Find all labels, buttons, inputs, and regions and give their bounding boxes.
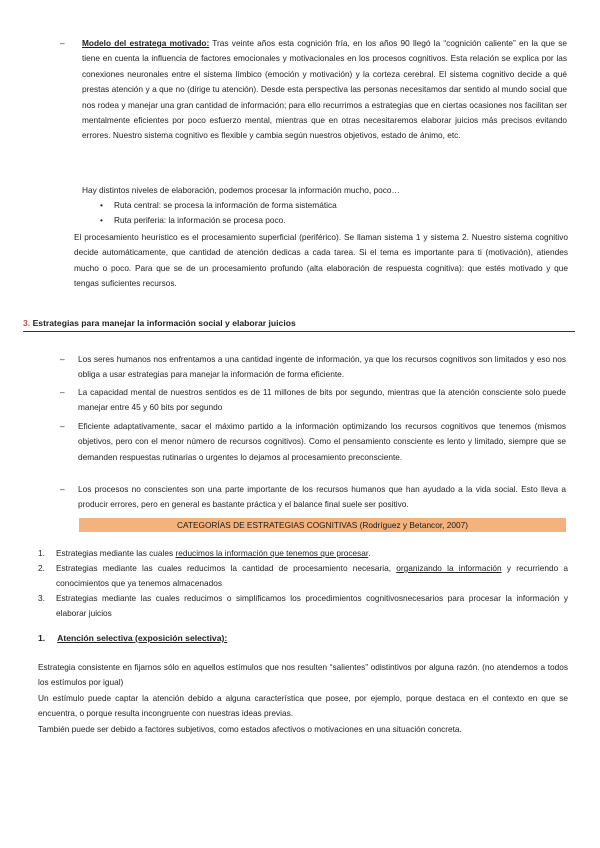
paragraph: Estrategia consistente en fijarnos sólo en aquellos estímulos que nos resulten “salientes” odistintivos por alguna razón. (no atendemos a todos los estímulos por igual)	[38, 662, 568, 688]
item-text: Estrategias mediante las cuales reducimos o simplificamos los procedimientos cognitivosnecesarios para procesar la información y elaborar juicios	[56, 593, 568, 619]
item-number: 1.	[38, 548, 45, 558]
list-dash: –	[60, 38, 65, 48]
subsection-title: Atención selectiva (exposición selectiva):	[57, 633, 228, 643]
paragraph: También puede ser debido a factores subjetivos, como estados afectivos o motivaciones en una situación concreta.	[38, 723, 462, 734]
list-item: Los seres humanos nos enfrentamos a una cantidad ingente de información, ya que los recursos cognitivos son limitados y eso nos obliga a usar estrategias para manejar la información de forma eficiente.	[78, 354, 566, 380]
item-number: 2.	[38, 563, 45, 573]
item-text: Estrategias mediante las cuales	[56, 548, 176, 558]
heuristic-paragraph: El procesamiento heurístico es el procesamiento superficial (periférico). Se llaman sistema 1 y sistema 2. Nuestro sistema cognitivo decide automáticamente, que cantidad de atención dedicas a cada tarea. Si el tema es importante para ti (motivación), atiendes mucho o poco. Para que se de un procesamiento profundo (alta elaboración de respuesta cognitiva): que estés motivado y que tengas suficientes recursos.	[74, 232, 568, 289]
route-bullet-list	[100, 198, 560, 229]
section-heading	[23, 318, 575, 332]
bullet-text: Ruta central: se procesa la información de forma sistemática	[114, 200, 337, 210]
underlined-text: organizando la información	[396, 563, 502, 573]
subsection-number: 1.	[38, 633, 46, 643]
modelo-paragraph	[82, 36, 567, 144]
list-dash: –	[60, 387, 65, 397]
list-item: La capacidad mental de nuestros sentidos es de 11 millones de bits por segundo, mientras que la atención consciente solo puede manejar entre 45 y 60 bits por segundo	[78, 387, 566, 413]
section-title: Estrategias para manejar la información social y elaborar juicios	[32, 318, 296, 328]
list-item	[100, 213, 560, 228]
item-text: .	[368, 548, 371, 558]
item-number: 3.	[38, 593, 45, 603]
bullet-text: Ruta periferia: la información se procesa poco.	[114, 215, 286, 226]
section-number: 3.	[23, 318, 31, 328]
paragraph: Un estímulo puede captar la atención debido a alguna característica que posee, por ejemplo, porque destaca en el contexto en que se encuentra, o porque resulta incongruente con nuestras ideas previas.	[38, 692, 568, 719]
list-item: Los procesos no conscientes son una parte importante de los recursos humanos que han ayudado a la vida social. Esto lleva a producir errores, pero en general es bastante práctica y el balance final suele ser positivo.	[78, 484, 566, 510]
modelo-title: Modelo del estratega motivado:	[82, 38, 210, 48]
levels-paragraph: Hay distintos niveles de elaboración, podemos procesar la información mucho, poco…	[82, 185, 400, 195]
list-item: Eficiente adaptativamente, sacar el máximo partido a la información optimizando los recursos cognitivos que tenemos (mismos objetivos, pero con el menor número de recursos cognitivos). Como el pensamiento consciente es lento y limitado, siempre que se demanden respuestas rutinarias o urgentes lo dejamos al procesamiento preconsciente.	[78, 421, 566, 462]
modelo-text: Tras veinte años esta cognición fría, en los años 90 llegó la “cognición caliente” en la que se tiene en cuenta la influencia de factores emocionales y motivacionales en los procesos cognitivos. Esta relación se explica por las conexiones neuronales entre el sistema límbico (emoción y motivación) y la corteza cerebral. El sistema cognitivo decide a qué prestas atención y a que no (dirige tu atención). Desde esta perspectiva las personas necesitamos dar sentido al mundo social que nos rodea y manejar una gran cantidad de información; para ello recurrimos a estrategias que en ciertas ocasiones nos facilitan ser mentalmente eficientes por poco esfuerzo mental, mientras que en otras necesitaremos elaborar juicios más precisos evitando errores. Nuestro sistema cognitivo es flexible y cambia según nuestros objetivos, estado de ánimo, etc.	[82, 38, 567, 141]
list-dash: –	[60, 421, 65, 431]
subsection-heading	[38, 633, 227, 643]
list-dash: –	[60, 484, 65, 494]
bullet-icon: •	[100, 200, 103, 210]
list-item	[100, 198, 560, 213]
list-dash: –	[60, 354, 65, 364]
item-text: y recurriendo a conocimientos que ya tenemos almacenados	[56, 563, 568, 589]
bullet-icon: •	[100, 215, 103, 226]
attention-paragraphs	[38, 660, 568, 737]
item-text: Estrategias mediante las cuales reducimos la cantidad de procesamiento necesaria,	[56, 563, 397, 573]
category-item	[38, 546, 568, 561]
underlined-text: reducimos la información que tenemos que procesar	[175, 548, 369, 558]
category-item	[38, 561, 568, 592]
category-item	[38, 591, 568, 622]
categories-banner: CATEGORÍAS DE ESTRATEGIAS COGNITIVAS (Rodríguez y Betancor, 2007)	[79, 518, 566, 532]
